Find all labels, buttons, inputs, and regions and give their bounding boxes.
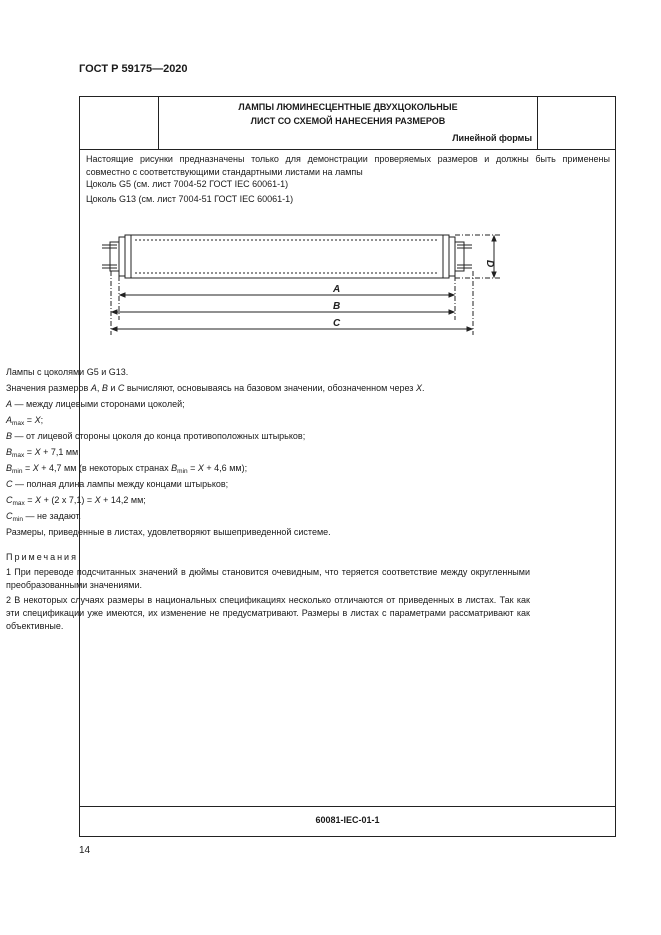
dimension-c <box>112 327 472 331</box>
lamp-dimension-diagram <box>97 225 517 340</box>
text-line: $C_{min}$ — не задают. <box>6 511 82 523</box>
text-line: $A_{max} = X$; <box>6 415 44 427</box>
intro-paragraph: Настоящие рисунки предназначены только для демонстрации проверяемых размеров и должны быть применены совместно с соответствующими стандартными листами на лампы <box>86 154 610 177</box>
sheet-title-row <box>80 97 615 150</box>
notes-section <box>6 551 530 633</box>
lamp-tube <box>131 235 443 278</box>
text-line: $C_{max} = X + (2$ x 7,1) = X + 14,2 мм; <box>6 495 146 507</box>
note-1: 1 При переводе подсчитанных значений в дюймы становится очевидным, что теряется соответствие между округленными преобразованными значениями. <box>6 567 530 590</box>
text-line: Значения размеров A, B и C вычисляют, основываясь на базовом значении, обозначенном через X. <box>6 383 425 393</box>
sheet-form-label: Линейной формы <box>452 133 532 143</box>
dimension-d <box>492 236 496 277</box>
text-line: Лампы с цоколями G5 и G13. <box>6 367 129 377</box>
notes-title: Примечания <box>6 552 78 562</box>
cap-g13-reference: Цоколь G13 (см. лист 7004-51 ГОСТ IEC 60061-1) <box>86 194 294 204</box>
label-d: D <box>484 260 495 268</box>
dimension-b <box>112 310 454 314</box>
title-right-cell <box>537 97 616 149</box>
dimension-a <box>120 293 454 297</box>
title-left-cell <box>80 97 159 149</box>
text-line: Размеры, приведенные в листах, удовлетворяют вышеприведенной системе. <box>6 527 331 537</box>
label-b: B <box>333 301 341 312</box>
cap-g5-reference: Цоколь G5 (см. лист 7004-52 ГОСТ IEC 60061-1) <box>86 179 289 189</box>
title-center-cell <box>159 97 537 149</box>
sheet-title-line1: ЛАМПЫ ЛЮМИНЕСЦЕНТНЫЕ ДВУХЦОКОЛЬНЫЕ <box>238 102 458 112</box>
right-pins <box>455 242 472 271</box>
page-number: 14 <box>79 845 91 856</box>
left-cap <box>119 235 131 278</box>
left-pins <box>102 242 119 271</box>
sheet-code: 60081-IEC-01-1 <box>315 815 380 825</box>
right-cap <box>443 235 455 278</box>
sheet-footer-row <box>80 806 615 837</box>
text-line: $B_{max} = X + 7,1$ мм; <box>6 447 81 459</box>
note-2: 2 В некоторых случаях размеры в национальных спецификациях несколько отличаются от приведенных в листах. Так как эти спецификации уже имеются, их изменение не предусматривают. Размеры в листах с параметрами рассматривают как объективные. <box>6 595 530 631</box>
text-line: A — между лицевыми сторонами цоколей; <box>6 399 185 409</box>
sheet-title-line2: ЛИСТ СО СХЕМОЙ НАНЕСЕНИЯ РАЗМЕРОВ <box>250 116 446 126</box>
label-c: C <box>333 318 341 329</box>
text-line: $B_{min} = X + 4,7$ мм (в некоторых странах $B_{min} = X + 4,6$ мм); <box>6 463 248 475</box>
text-line: B — от лицевой стороны цоколя до конца противоположных штырьков; <box>6 431 306 441</box>
text-line: C — полная длина лампы между концами штырьков; <box>6 479 229 489</box>
standard-designation: ГОСТ Р 59175—2020 <box>79 63 188 75</box>
label-a: A <box>333 284 341 295</box>
